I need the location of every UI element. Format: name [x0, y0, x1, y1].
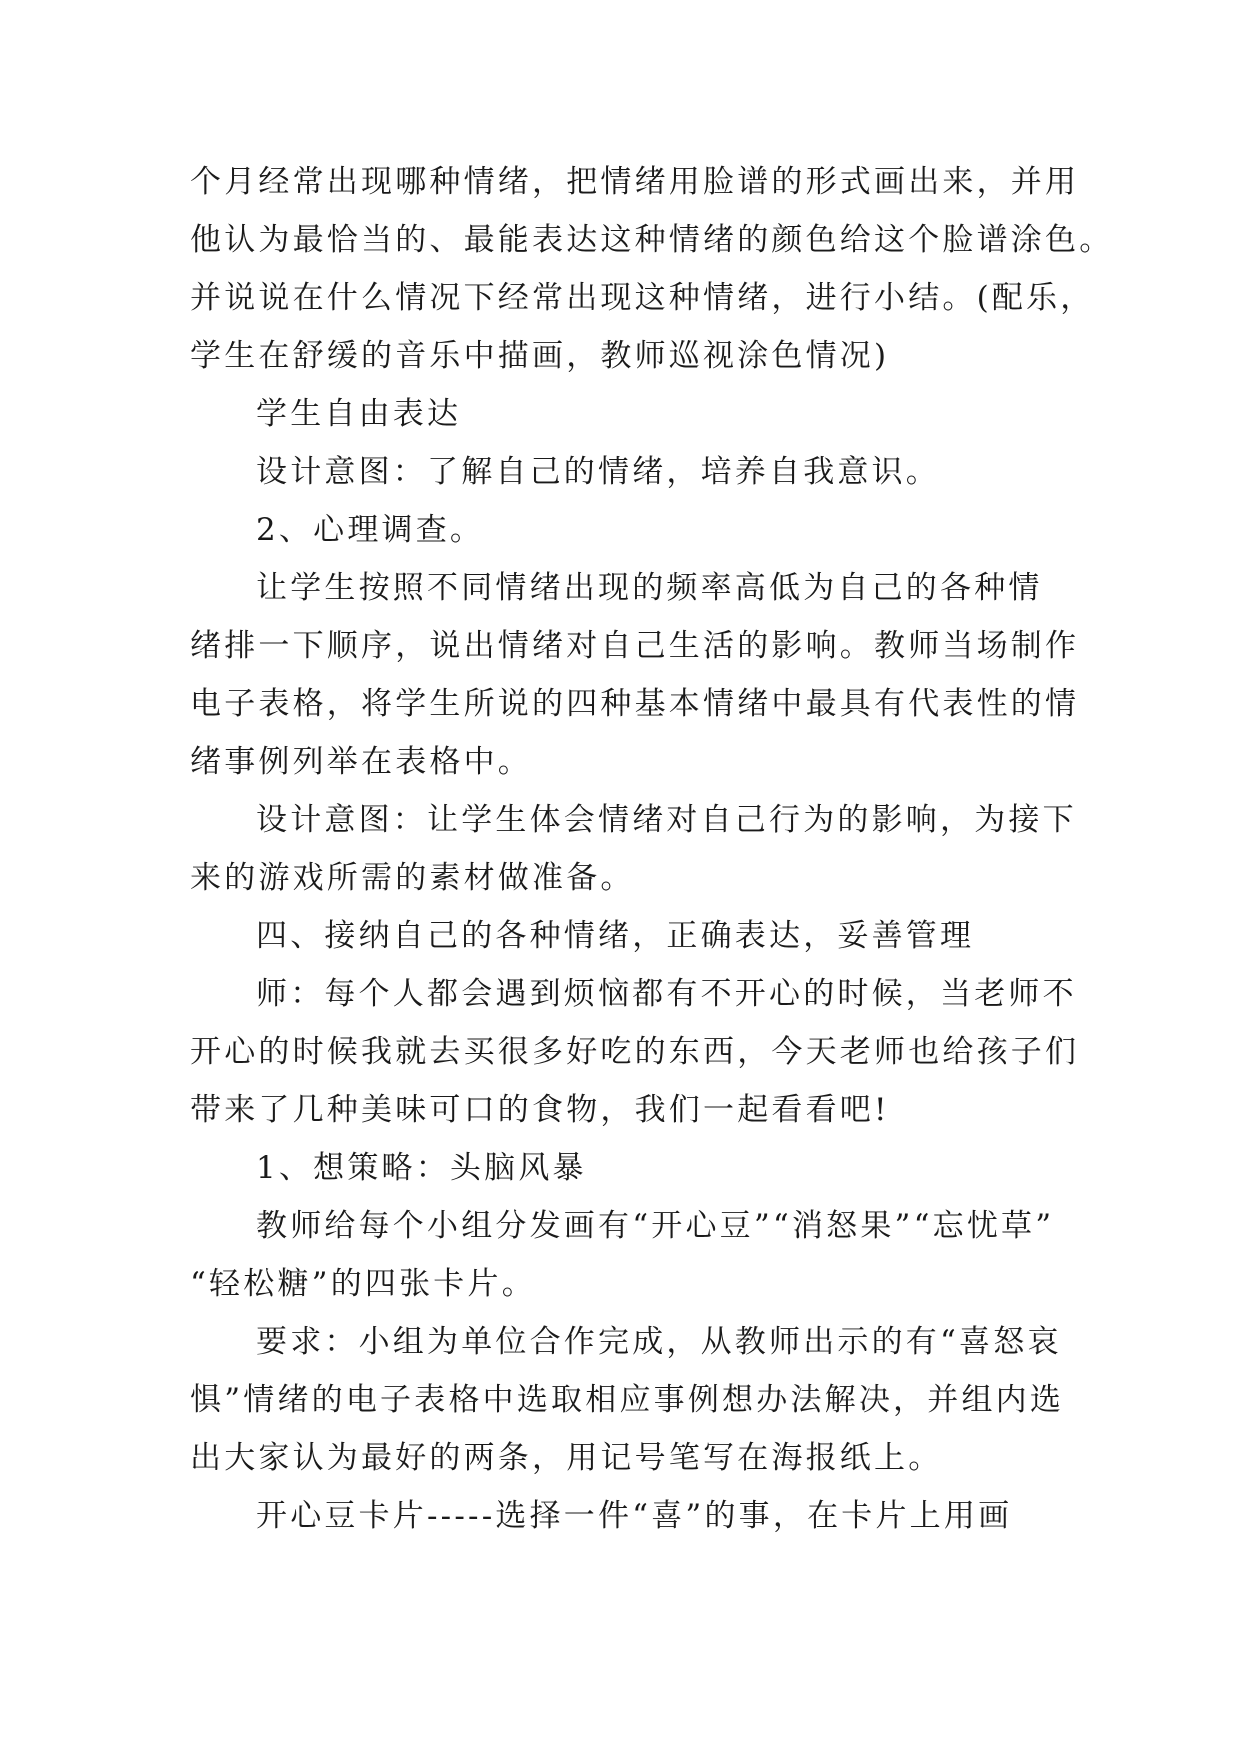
text-line: 师：每个人都会遇到烦恼都有不开心的时候，当老师不 — [256, 976, 1077, 1012]
text-line: 学生自由表达 — [256, 396, 462, 432]
text-line: 电子表格，将学生所说的四种基本情绪中最具有代表性的情 — [190, 686, 1080, 722]
text-line: 出大家认为最好的两条，用记号笔写在海报纸上。 — [190, 1440, 943, 1476]
text-line: 开心的时候我就去买很多好吃的东西，今天老师也给孩子们 — [190, 1034, 1080, 1070]
text-line: 让学生按照不同情绪出现的频率高低为自己的各种情 — [256, 570, 1043, 606]
text-line: 绪排一下顺序，说出情绪对自己生活的影响。教师当场制作 — [190, 628, 1080, 664]
text-line: 设计意图：了解自己的情绪，培养自我意识。 — [256, 454, 940, 490]
text-line: 要求：小组为单位合作完成，从教师出示的有“喜怒哀 — [256, 1324, 1062, 1360]
text-line: 学生在舒缓的音乐中描画，教师巡视涂色情况) — [190, 338, 890, 374]
text-line: 惧”情绪的电子表格中选取相应事例想办法解决，并组内选 — [190, 1382, 1065, 1418]
text-line: 绪事例列举在表格中。 — [190, 744, 532, 780]
text-line: 来的游戏所需的素材做准备。 — [190, 860, 635, 896]
text-line: 1、想策略：头脑风暴 — [256, 1150, 587, 1186]
text-line: 并说说在什么情况下经常出现这种情绪，进行小结。(配乐， — [190, 280, 1095, 316]
text-line: 开心豆卡片-----选择一件“喜”的事，在卡片上用画 — [256, 1498, 1013, 1534]
text-line: 设计意图：让学生体会情绪对自己行为的影响，为接下 — [256, 802, 1077, 838]
text-line: 带来了几种美味可口的食物，我们一起看看吧! — [190, 1092, 890, 1128]
text-line: 个月经常出现哪种情绪，把情绪用脸谱的形式画出来，并用 — [190, 164, 1080, 200]
text-line: “轻松糖”的四张卡片。 — [190, 1266, 536, 1302]
text-line: 2、心理调查。 — [256, 512, 485, 548]
text-line: 他认为最恰当的、最能表达这种情绪的颜色给这个脸谱涂色。 — [190, 222, 1114, 258]
section-heading: 四、接纳自己的各种情绪，正确表达，妥善管理 — [256, 918, 975, 954]
text-line: 教师给每个小组分发画有“开心豆”“消怒果”“忘忧草” — [256, 1208, 1055, 1244]
